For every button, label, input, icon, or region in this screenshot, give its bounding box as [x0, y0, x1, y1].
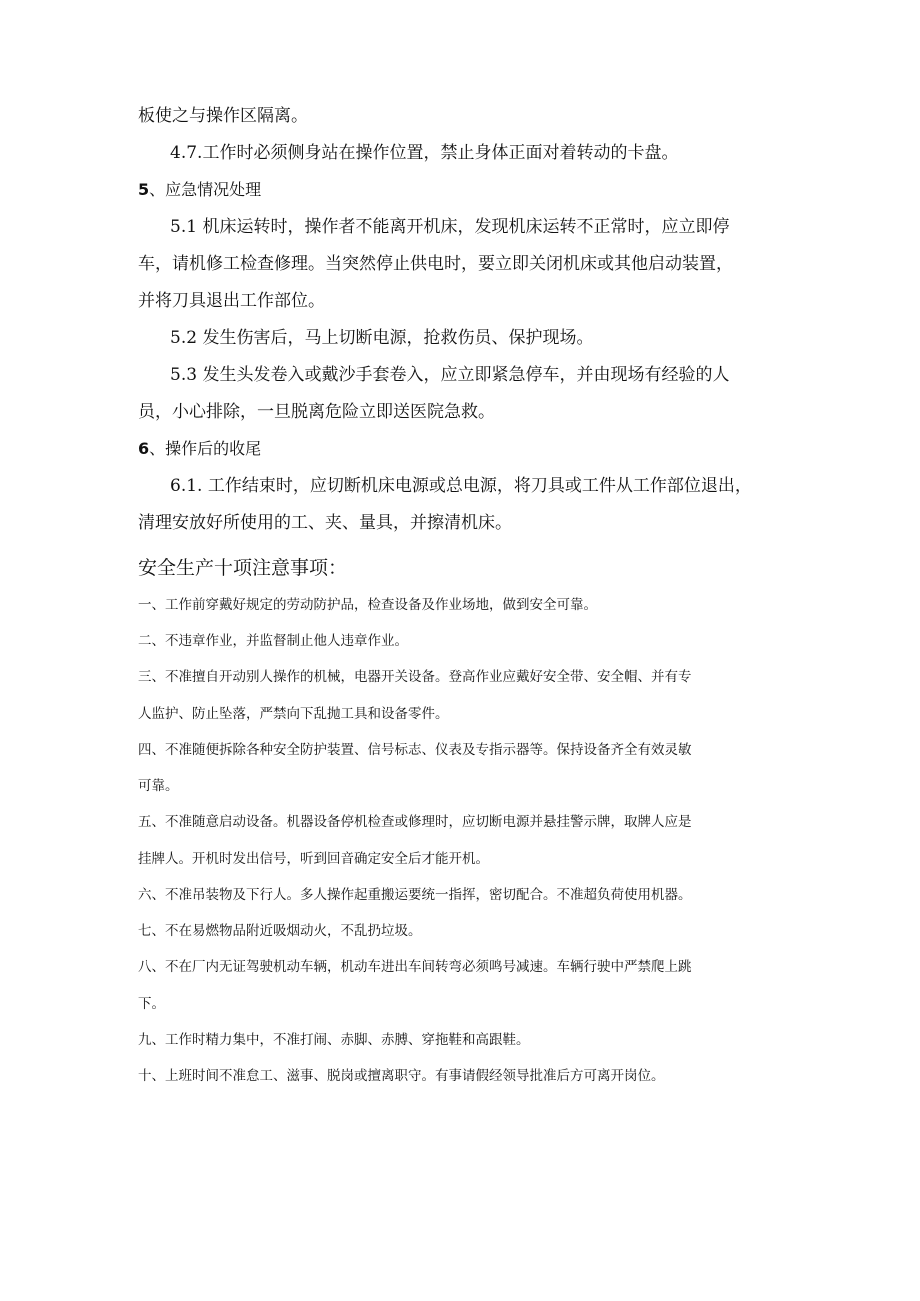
paragraph-line: 车，请机修工检查修理。当突然停止供电时，要立即关闭机床或其他启动装置，	[138, 254, 733, 274]
clause-5-1: 5.1 机床运转时，操作者不能离开机床，发现机床运转不正常时，应立即停	[170, 217, 730, 237]
safety-item-5: 五、不准随意启动设备。机器设备停机检查或修理时，应切断电源并悬挂警示牌，取牌人应是	[138, 814, 692, 830]
safety-item-2: 二、不违章作业，并监督制止他人违章作业。	[138, 633, 408, 649]
paragraph-line: 并将刀具退出工作部位。	[138, 291, 325, 311]
clause-5-2: 5.2 发生伤害后，马上切断电源，抢救伤员、保护现场。	[170, 328, 594, 348]
safety-item-5-cont: 挂牌人。开机时发出信号，听到回音确定安全后才能开机。	[138, 851, 489, 867]
section-number: 6	[138, 439, 150, 458]
section-title: 、操作后的收尾	[149, 439, 262, 458]
clause-5-3: 5.3 发生头发卷入或戴沙手套卷入，应立即紧急停车，并由现场有经验的人	[170, 365, 730, 385]
clause-6-1: 6.1. 工作结束时，应切断机床电源或总电源，将刀具或工件从工作部位退出，	[170, 476, 752, 496]
safety-title: 安全生产十项注意事项：	[138, 557, 348, 579]
paragraph-line: 清理安放好所使用的工、夹、量具，并擦清机床。	[138, 513, 512, 533]
safety-item-6: 六、不准吊装物及下行人。多人操作起重搬运要统一指挥，密切配合。不准超负荷使用机器。	[138, 887, 692, 903]
safety-item-8-cont: 下。	[138, 996, 165, 1012]
safety-item-10: 十、上班时间不准怠工、滋事、脱岗或擅离职守。有事请假经领导批准后方可离开岗位。	[138, 1068, 665, 1084]
safety-item-3-cont: 人监护、防止坠落，严禁向下乱抛工具和设备零件。	[138, 706, 449, 722]
safety-item-8: 八、不在厂内无证驾驶机动车辆，机动车进出车间转弯必须鸣号减速。车辆行驶中严禁爬上跳	[138, 959, 692, 975]
safety-item-3: 三、不准擅自开动别人操作的机械，电器开关设备。登高作业应戴好安全带、安全帽、并有专	[138, 669, 692, 685]
clause-4-7: 4.7.工作时必须侧身站在操作位置，禁止身体正面对着转动的卡盘。	[170, 143, 679, 163]
section-title: 、应急情况处理	[149, 180, 262, 199]
safety-item-1: 一、工作前穿戴好规定的劳动防护品，检查设备及作业场地，做到安全可靠。	[138, 597, 597, 613]
safety-item-4: 四、不准随便拆除各种安全防护装置、信号标志、仪表及专指示器等。保持设备齐全有效灵敏	[138, 742, 692, 758]
paragraph-line: 员，小心排除，一旦脱离危险立即送医院急救。	[138, 402, 495, 422]
paragraph-line: 板使之与操作区隔离。	[138, 106, 308, 126]
section-heading-6	[138, 439, 261, 459]
section-heading-5	[138, 180, 261, 200]
safety-item-7: 七、不在易燃物品附近吸烟动火，不乱扔垃圾。	[138, 923, 422, 939]
safety-item-4-cont: 可靠。	[138, 778, 179, 794]
safety-item-9: 九、工作时精力集中，不准打闹、赤脚、赤膊、穿拖鞋和高跟鞋。	[138, 1032, 530, 1048]
section-number: 5	[138, 180, 150, 199]
